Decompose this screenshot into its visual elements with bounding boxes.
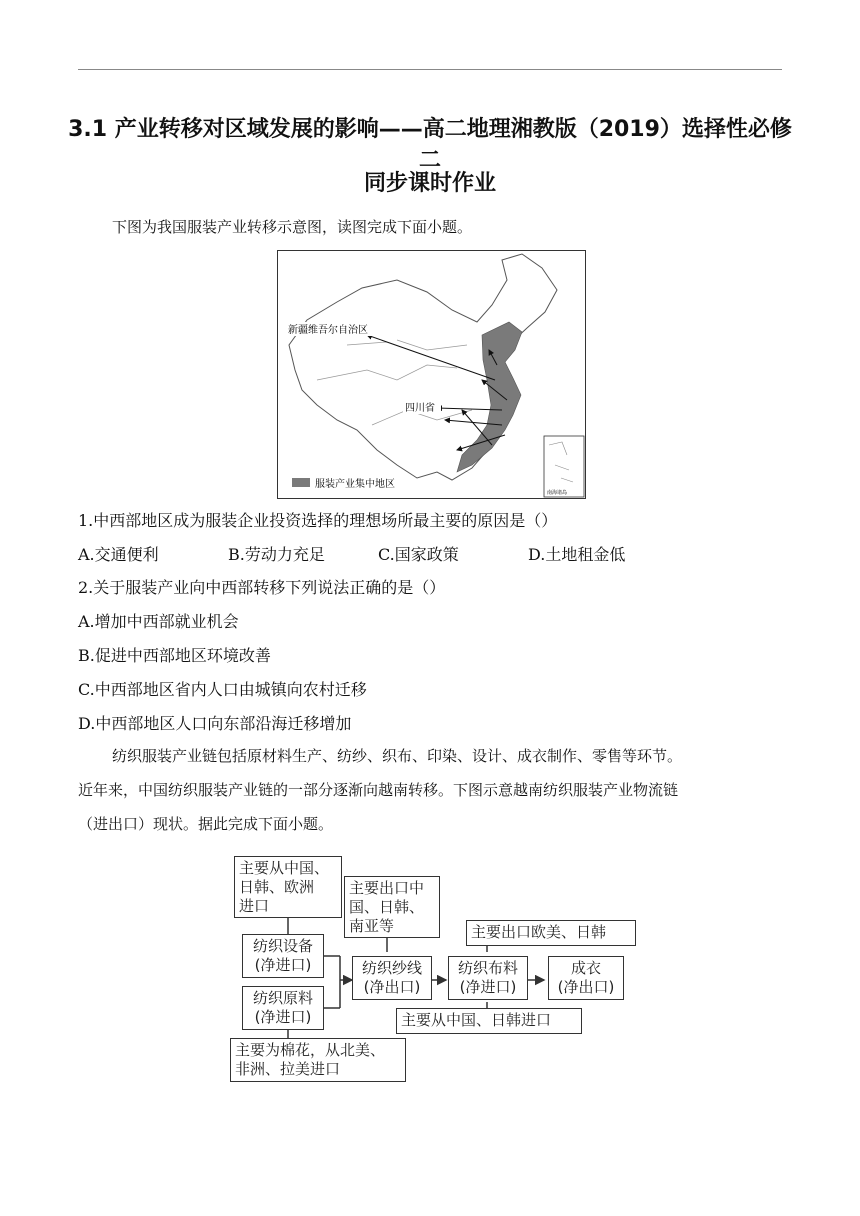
page-subtitle: 同步课时作业 (363, 171, 496, 196)
label-sichuan: 四川省 (405, 403, 435, 414)
page-title: 3.1 产业转移对区域发展的影响——高二地理湘教版（2019）选择性必修二 (68, 117, 792, 173)
q1-option-c: C.国家政策 (378, 545, 459, 564)
box-fabric-source: 主要从中国、日韩进口 (396, 1008, 582, 1034)
q1-option-d: D.土地租金低 (528, 545, 626, 564)
q2-option-d: D.中西部地区人口向东部沿海迁移增加 (78, 714, 352, 733)
vietnam-textile-flowchart (228, 852, 640, 1088)
intro-paragraph-2-line1: 纺织服装产业链包括原材料生产、纺纱、织布、印染、设计、成衣制作、零售等环节。 (112, 747, 683, 765)
box-garment: 成衣 (净出口) (548, 956, 624, 1000)
box-equipment-source: 主要从中国、 日韩、欧洲 进口 (234, 856, 342, 918)
china-garment-transfer-map (277, 250, 586, 499)
south-china-sea-inset (544, 436, 584, 497)
header-rule (78, 69, 782, 70)
q1-option-b: B.劳动力充足 (228, 545, 325, 564)
box-yarn-export-destination: 主要出口中 国、日韩、 南亚等 (344, 876, 440, 938)
question-2-stem: 2.关于服装产业向中西部转移下列说法正确的是（） (78, 578, 446, 597)
q2-option-a: A.增加中西部就业机会 (78, 612, 239, 631)
box-textile-raw-material: 纺织原料 (净进口) (242, 986, 324, 1030)
intro-paragraph-1: 下图为我国服装产业转移示意图，读图完成下面小题。 (112, 218, 473, 236)
intro-paragraph-2-line3: （进出口）现状。据此完成下面小题。 (78, 815, 334, 833)
legend-label: 服装产业集中地区 (315, 479, 395, 490)
box-cotton-source: 主要为棉花，从北美、 非洲、拉美进口 (230, 1038, 406, 1082)
q2-option-b: B.促进中西部地区环境改善 (78, 646, 271, 665)
box-garment-export-destination: 主要出口欧美、日韩 (466, 920, 636, 946)
box-textile-fabric: 纺织布料 (净进口) (448, 956, 528, 1000)
legend-swatch (292, 478, 310, 487)
box-textile-yarn: 纺织纱线 (净出口) (352, 956, 432, 1000)
inset-label: 南海诸岛 (547, 490, 568, 496)
intro-paragraph-2-line2: 近年来，中国纺织服装产业链的一部分逐渐向越南转移。下图示意越南纺织服装产业物流链 (78, 781, 679, 799)
q1-option-a: A.交通便利 (78, 545, 159, 564)
q2-option-c: C.中西部地区省内人口由城镇向农村迁移 (78, 680, 367, 699)
question-1-stem: 1.中西部地区成为服装企业投资选择的理想场所最主要的原因是（） (78, 511, 558, 530)
box-textile-equipment: 纺织设备 (净进口) (242, 934, 324, 978)
label-xinjiang: 新疆维吾尔自治区 (288, 325, 368, 336)
